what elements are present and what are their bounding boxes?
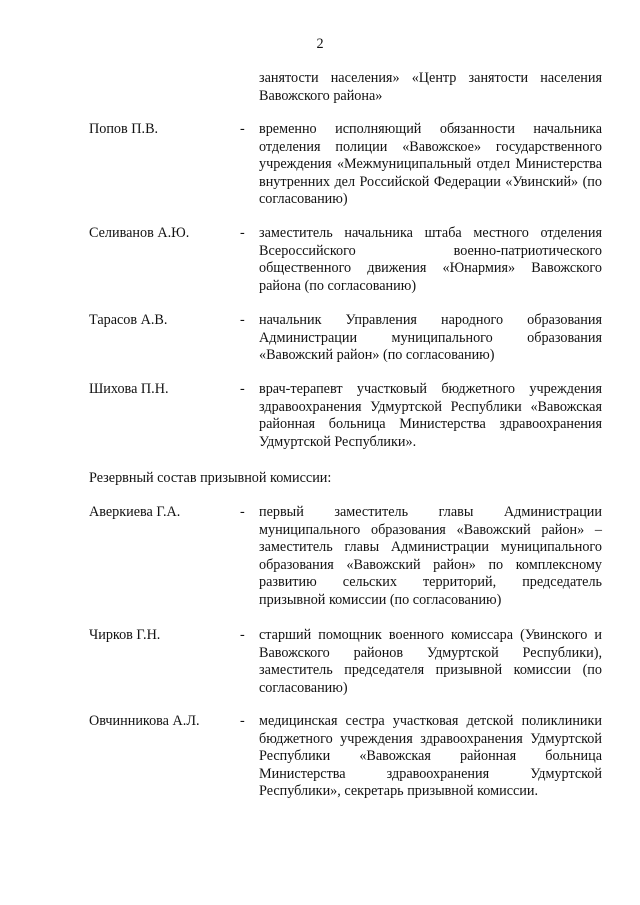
page-number: 2	[316, 36, 324, 52]
member-name: Тарасов А.В.	[89, 312, 168, 328]
dash-separator: -	[240, 627, 245, 643]
continuation-role: занятости населения» «Центр занятости населения Вавожского района»	[259, 70, 602, 104]
member-name: Аверкиева Г.А.	[89, 504, 181, 520]
member-role: медицинская сестра участковая детской поликлиники бюджетного учреждения здравоохранения Удмуртской Республики «Вавожская районная больница Министерства здравоохранения Удмуртской Республики», секретарь призывной комиссии.	[259, 713, 602, 800]
member-role: заместитель начальника штаба местного отделения Всероссийского военно-патриотического общественного движения «Юнармия» Вавожского района (по согласованию)	[259, 225, 602, 294]
member-name: Овчинникова А.Л.	[89, 713, 200, 729]
member-role: старший помощник военного комиссара (Увинского и Вавожского районов Удмуртской Республики), заместитель председателя призывной комиссии (по согласованию)	[259, 627, 602, 696]
member-role: начальник Управления народного образования Администрации муниципального образования «Вавожский район» (по согласованию)	[259, 312, 602, 364]
reserve-section-heading: Резервный состав призывной комиссии:	[89, 470, 332, 486]
dash-separator: -	[240, 381, 245, 397]
member-role: первый заместитель главы Администрации муниципального образования «Вавожский район» – заместитель главы Администрации муниципального образования «Вавожский район» по комплексному развитию сельских территорий, председатель призывной комиссии (по согласованию)	[259, 504, 602, 608]
member-name: Шихова П.Н.	[89, 381, 169, 397]
dash-separator: -	[240, 225, 245, 241]
member-role: врач-терапевт участковый бюджетного учреждения здравоохранения Удмуртской Республики «Вавожская районная больница Министерства здравоохранения Удмуртской Республики».	[259, 381, 602, 450]
member-name: Попов П.В.	[89, 121, 159, 137]
dash-separator: -	[240, 312, 245, 328]
dash-separator: -	[240, 504, 245, 520]
dash-separator: -	[240, 713, 245, 729]
dash-separator: -	[240, 121, 245, 137]
member-name: Чирков Г.Н.	[89, 627, 161, 643]
member-role: временно исполняющий обязанности начальника отделения полиции «Вавожское» государственного учреждения «Межмуниципальный отдел Министерства внутренних дел Российской Федерации «Увинский» (по согласованию)	[259, 121, 602, 208]
member-name: Селиванов А.Ю.	[89, 225, 190, 241]
